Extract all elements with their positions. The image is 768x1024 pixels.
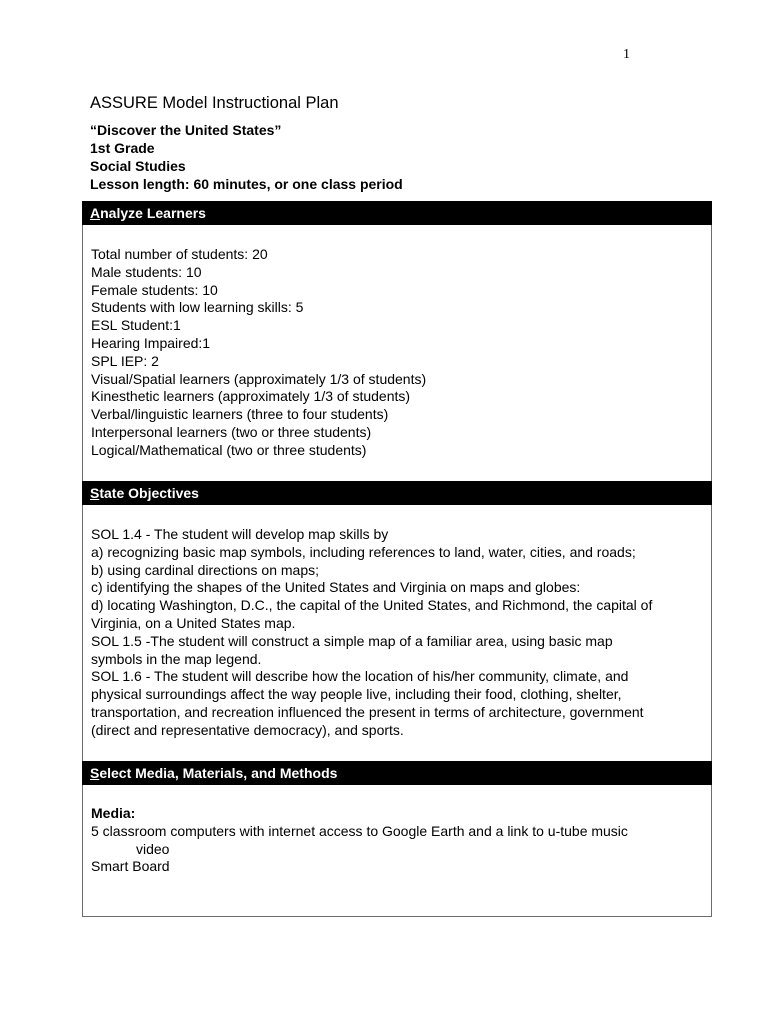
objectives-text (91, 526, 706, 740)
analyze-learners-section (82, 225, 712, 481)
list-item: Visual/Spatial learners (approximately 1/3 of students) (91, 370, 427, 387)
list-item: Male students: 10 (91, 263, 202, 280)
list-item: Hearing Impaired:1 (91, 334, 211, 351)
text-line: SOL 1.5 -The student will construct a simple map of a familiar area, using basic map (91, 632, 613, 649)
heading-text: tate Objectives (99, 485, 199, 501)
list-item: Verbal/linguistic learners (three to four students) (91, 406, 389, 423)
state-objectives-section (82, 505, 712, 761)
text-line: b) using cardinal directions on maps; (91, 561, 320, 578)
list-item: ESL Student:1 (91, 317, 181, 334)
list-item: Interpersonal learners (two or three students) (91, 423, 372, 440)
page-number: 1 (623, 47, 630, 62)
text-line: d) locating Washington, D.C., the capital of the United States, and Richmond, the capital of (91, 597, 653, 614)
analyze-learners-list (91, 246, 706, 460)
lesson-header (90, 121, 403, 193)
state-objectives-heading (82, 481, 712, 505)
select-media-section (82, 785, 712, 917)
text-line: (direct and representative democracy), and sports. (91, 721, 404, 738)
text-line: a) recognizing basic map symbols, including references to land, water, cities, and roads; (91, 543, 636, 560)
text-line: SOL 1.6 - The student will describe how the location of his/her community, climate, and (91, 668, 629, 685)
text-line: physical surroundings affect the way people live, including their food, clothing, shelter, (91, 686, 622, 703)
text-line: symbols in the map legend. (91, 650, 262, 667)
list-item: Kinesthetic learners (approximately 1/3 of students) (91, 388, 411, 405)
select-media-heading (82, 761, 712, 785)
media-item: 5 classroom computers with internet access to Google Earth and a link to u-tube music (91, 822, 628, 839)
heading-initial: S (90, 485, 100, 501)
list-item: Total number of students: 20 (91, 246, 268, 262)
subject: Social Studies (90, 158, 186, 174)
media-item-continuation: video (136, 840, 170, 857)
lesson-length: Lesson length: 60 minutes, or one class period (90, 176, 403, 192)
heading-text: nalyze Learners (100, 205, 206, 221)
document-title: ASSURE Model Instructional Plan (90, 94, 339, 112)
analyze-learners-heading (82, 201, 712, 225)
grade-level: 1st Grade (90, 140, 155, 156)
heading-text: elect Media, Materials, and Methods (99, 765, 338, 781)
text-line: SOL 1.4 - The student will develop map skills by (91, 526, 389, 542)
list-item: SPL IEP: 2 (91, 352, 159, 369)
text-line: transportation, and recreation influenced the present in terms of architecture, government (91, 703, 644, 720)
list-item: Female students: 10 (91, 281, 218, 298)
heading-initial: A (90, 205, 101, 221)
list-item: Logical/Mathematical (two or three students) (91, 441, 367, 458)
media-label: Media: (91, 805, 136, 821)
text-line: Virginia, on a United States map. (91, 614, 296, 631)
lesson-title: “Discover the United States” (90, 122, 282, 138)
list-item: Students with low learning skills: 5 (91, 299, 304, 316)
media-item: Smart Board (91, 858, 170, 875)
text-line: c) identifying the shapes of the United States and Virginia on maps and globes: (91, 579, 581, 596)
media-text (91, 805, 706, 876)
heading-initial: S (90, 765, 100, 781)
